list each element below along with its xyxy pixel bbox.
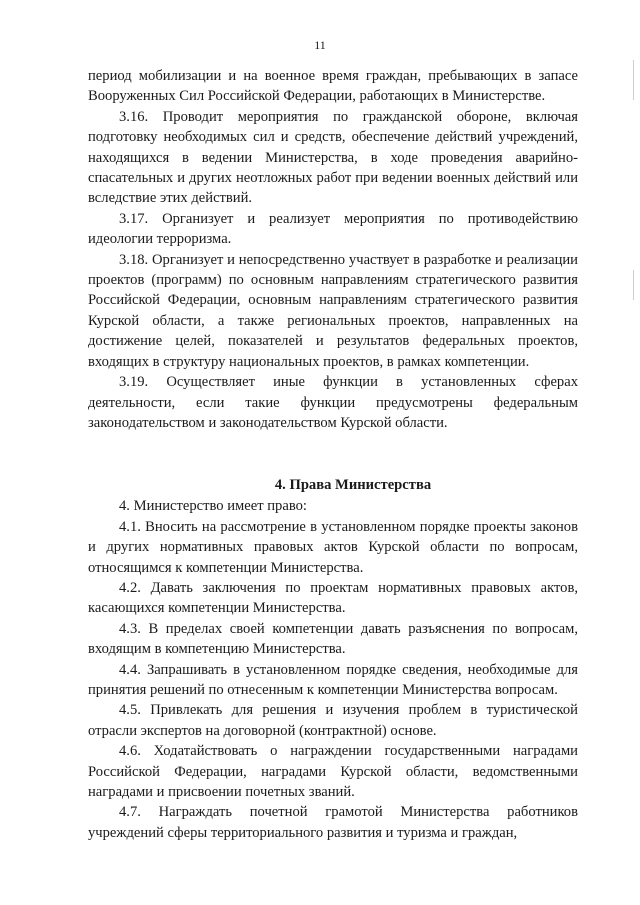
- paragraph-4-2: 4.2. Давать заключения по проектам нормативных правовых актов, касающихся компетенции Министерства.: [88, 579, 578, 617]
- paragraph-3-16: 3.16. Проводит мероприятия по гражданской обороне, включая подготовку необходимых сил и средств, обеспечение действий учреждений, находящихся в ведении Министерства, в ходе проведения аварийно-спасательных и других неотложных работ при ведении военных действий или вследствие этих действий.: [88, 108, 578, 207]
- paragraph-4-6: 4.6. Ходатайствовать о награждении государственными наградами Российской Федерации, наградами Курской области, ведомственными наградами и присвоении почетных званий.: [88, 743, 578, 800]
- paragraph-3-18: 3.18. Организует и непосредственно участвует в разработке и реализации проектов (программ) по основным направлениям стратегического развития Российской Федерации, основным направлениям стратегического развития Курской области, а также региональных проектов, направленных на достижение целей, показателей и результатов федеральных проектов, входящих в структуру национальных проектов, в рамках компетенции.: [88, 251, 578, 370]
- paragraph-4: 4. Министерство имеет право:: [119, 498, 307, 515]
- section-heading: 4. Права Министерства: [274, 477, 432, 494]
- paragraph-4-5: 4.5. Привлекать для решения и изучения проблем в туристической отрасли экспертов на договорной (контрактной) основе.: [88, 702, 578, 739]
- paragraph-continuation: период мобилизации и на военное время граждан, пребывающих в запасе Вооруженных Сил Российской Федерации, работающих в Министерстве.: [88, 68, 578, 105]
- paragraph-4-7: 4.7. Награждать почетной грамотой Министерства работников учреждений сферы территориального развития и туризма и граждан,: [88, 804, 578, 841]
- paragraph-3-17: 3.17. Организует и реализует мероприятия по противодействию идеологии терроризма.: [88, 210, 578, 248]
- page-number: 11: [314, 38, 326, 52]
- paragraph-4-1: 4.1. Вносить на рассмотрение в установленном порядке проекты законов и других нормативных правовых актов Курской области по вопросам, относящимся к компетенции Министерства.: [88, 518, 578, 576]
- paragraph-3-19: 3.19. Осуществляет иные функции в установленных сферах деятельности, если такие функции предусмотрены федеральным законодательством и законодательством Курской области.: [88, 374, 578, 431]
- document-body: [88, 66, 578, 843]
- paragraph-4-3: 4.3. В пределах своей компетенции давать разъяснения по вопросам, входящим в компетенцию Министерства.: [88, 620, 578, 658]
- scan-edge-mark: [633, 60, 634, 100]
- paragraph-4-4: 4.4. Запрашивать в установленном порядке сведения, необходимые для принятия решений по отнесенным к компетенции Министерства вопросам.: [88, 661, 578, 698]
- scan-edge-mark: [633, 270, 634, 300]
